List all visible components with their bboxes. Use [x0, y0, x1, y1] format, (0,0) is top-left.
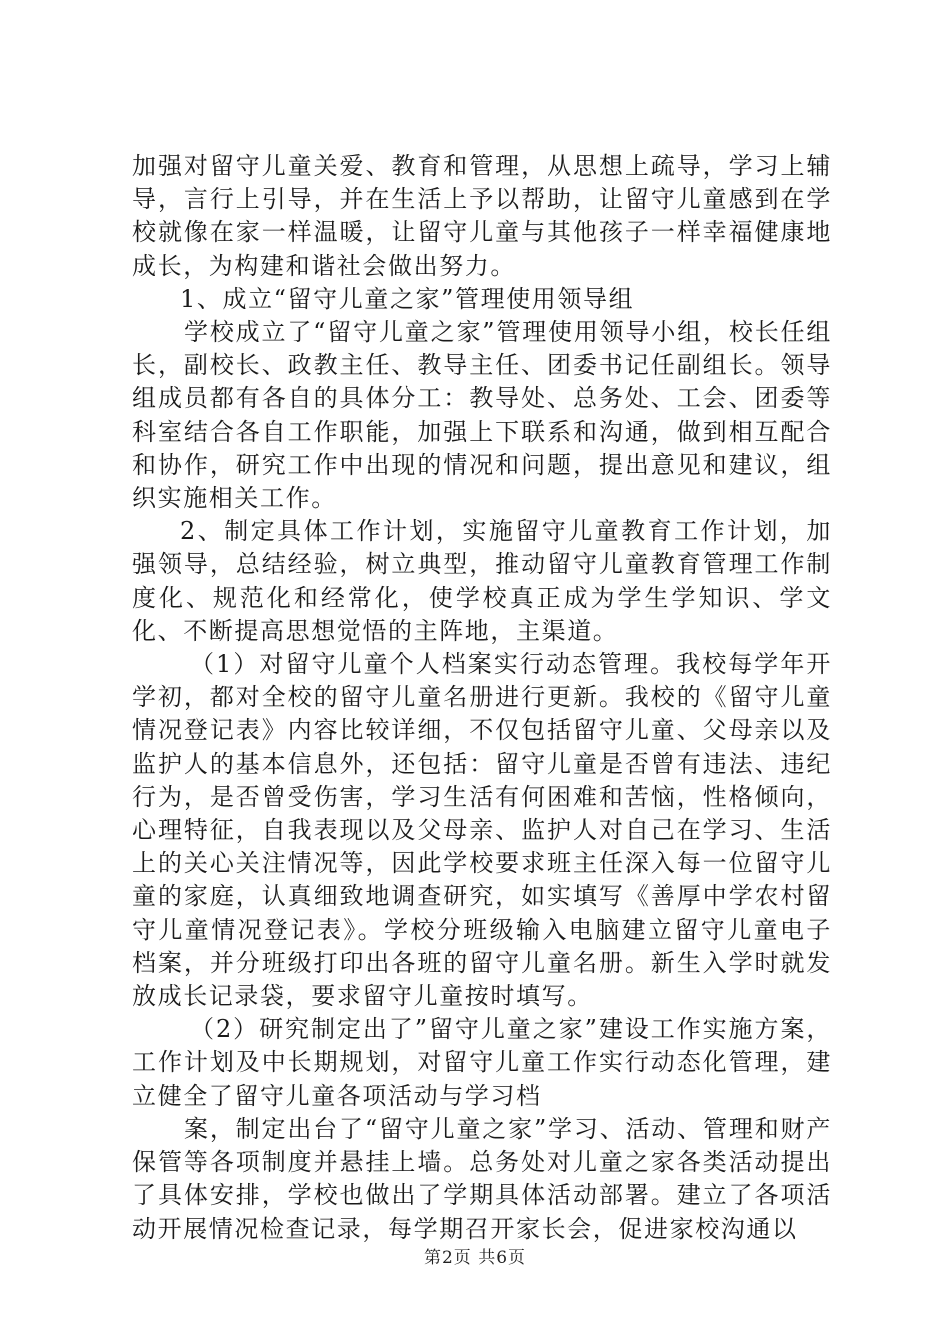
paragraph-heading-1: 1、成立“留守儿童之家”管理使用领导组: [180, 284, 635, 313]
paragraph-item-2-continued: 案，制定出台了“留守儿童之家”学习、活动、管理和财产保管等各项制度并悬挂上墙。总务处对儿童之家各类活动提出了具体安排，学校也做出了学期具体活动部署。建立了各项活动开展情况检查记录，每学期召开家长会，促进家校沟通以: [132, 1114, 832, 1243]
paragraph-heading-2: 2、制定具体工作计划，实施留守儿童教育工作计划，加强领导，总结经验，树立典型，推动留守儿童教育管理工作制度化、规范化和经常化，使学校真正成为学生学知识、学文化、不断提高思想觉悟的主阵地，主渠道。: [132, 517, 832, 645]
paragraph-intro: 加强对留守儿童关爱、教育和管理，从思想上疏导，学习上辅导，言行上引导，并在生活上予以帮助，让留守儿童感到在学校就像在家一样温暖，让留守儿童与其他孩子一样幸福健康地成长，为构建和谐社会做出努力。: [132, 152, 832, 280]
paragraph-item-2: （2）研究制定出了”留守儿童之家”建设工作实施方案，工作计划及中长期规划，对留守儿童工作实行动态化管理，建立健全了留守儿童各项活动与学习档: [132, 1015, 832, 1110]
paragraph-leadership-group: 学校成立了“留守儿童之家”管理使用领导小组，校长任组长，副校长、政教主任、教导主任、团委书记任副组长。领导组成员都有各自的具体分工：教导处、总务处、工会、团委等科室结合各自工作职能，加强上下联系和沟通，做到相互配合和协作，研究工作中出现的情况和问题，提出意见和建议，组织实施相关工作。: [132, 318, 832, 513]
paragraph-item-1: （1）对留守儿童个人档案实行动态管理。我校每学年开学初，都对全校的留守儿童名册进行更新。我校的《留守儿童情况登记表》内容比较详细，不仅包括留守儿童、父母亲以及监护人的基本信息外，还包括：留守儿童是否曾有违法、违纪行为，是否曾受伤害，学习生活有何困难和苦恼，性格倾向，心理特征，自我表现以及父母亲、监护人对自己在学习、生活上的关心关注情况等，因此学校要求班主任深入每一位留守儿童的家庭，认真细致地调查研究，如实填写《善厚中学农村留守儿童情况登记表》。学校分班级输入电脑建立留守儿童电子档案，并分班级打印出各班的留守儿童名册。新生入学时就发放成长记录袋，要求留守儿童按时填写。: [132, 650, 832, 1011]
body-text: [132, 150, 832, 1246]
page-number-footer: 第2页 共6页: [423, 1248, 527, 1268]
